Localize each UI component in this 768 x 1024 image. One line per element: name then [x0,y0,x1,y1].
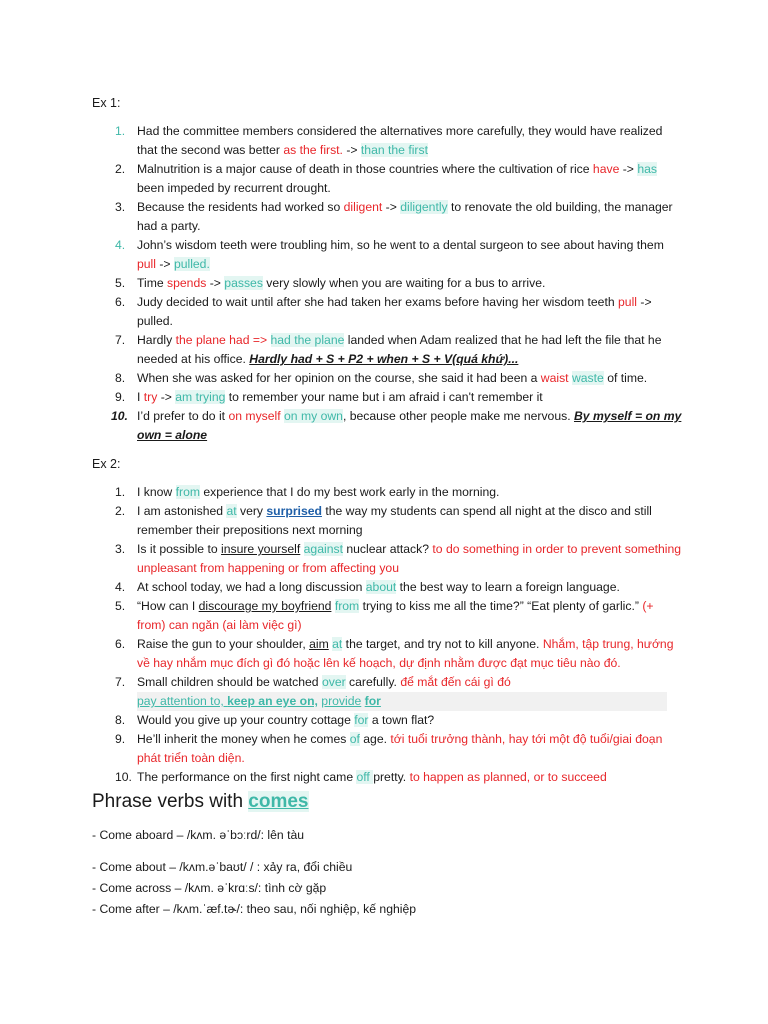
answer-text: pulled. [173,257,210,271]
answer-text: has [637,162,657,176]
synonym-line [137,692,667,711]
sentence-text: carefully. [345,675,401,689]
synonym-text: keep an eye on, [227,694,318,708]
exercise-item [92,198,682,236]
answer-text: against [303,542,343,556]
error-text: as the first. [283,143,343,157]
sentence-text: insure yourself [221,542,301,556]
sentence-text: discourage my boyfriend [198,599,332,613]
item-number: 8. [115,371,126,385]
item-number: 3. [115,542,126,556]
answer-text: had the plane [270,333,345,347]
sentence-text: to renovate the old building, the manager had a party. [137,200,673,233]
ex2-list [92,483,682,787]
sentence-text: trying to kiss me all the time?” “Eat plenty of garlic.” [359,599,643,613]
answer-text: on my own [284,409,343,423]
item-number: 1. [115,485,126,499]
exercise-item [92,122,682,160]
error-text: Nhắm, tập trung, hướng về hay nhắm mục đích gì đó hoặc lên kế hoạch, dự định nhằm được đạt mục tiêu nào đó. [137,637,674,670]
sentence-text: He’ll inherit the money when he comes [137,732,350,746]
answer-text: at [332,637,343,651]
item-number: 1. [115,124,126,138]
sentence-text: landed when Adam realized that he had left the file that he needed at his office. [137,333,662,366]
sentence-text: I’d prefer to do it [137,409,229,423]
exercise-item [92,711,682,730]
error-text: have [592,162,620,176]
item-number: 5. [115,599,126,613]
answer-text: passes [224,276,263,290]
ex2-heading: Ex 2: [92,457,121,471]
sentence-text: the way my students can spend all night at the disco and still remember their prepositions next morning [137,504,652,537]
sentence-text: The performance on the first night came [137,770,357,784]
sentence-text: By myself = on my own = alone [137,409,682,442]
sentence-text: Had the committee members considered the alternatives more carefully, they would have realized that the second was better [137,124,663,157]
sentence-text: Hardly [137,333,176,347]
sentence-text [267,333,270,347]
error-text: để mắt đến cái gì đó [400,675,511,689]
item-number: 2. [115,162,126,176]
phrase-entry: - Come across – /kʌm. əˈkrɑːs/: tình cờ gặp [92,881,327,895]
sentence-text: -> pulled. [137,295,652,328]
error-text: diligent [343,200,383,214]
sentence-text: Raise the gun to your shoulder, [137,637,310,651]
item-number: 6. [115,295,126,309]
sentence-text: -> [157,390,176,404]
exercise-item [92,597,682,635]
answer-text: am trying [175,390,226,404]
synonym-text: provide [321,694,362,708]
item-number: 9. [115,390,126,404]
sentence-text: of time. [603,371,648,385]
sentence-text: aim [309,637,329,651]
error-text: pull [137,257,156,271]
sentence-text: nuclear attack? [342,542,433,556]
exercise-item [92,578,682,597]
answer-text: of [349,732,360,746]
error-text: spends [167,276,207,290]
sentence-text: -> [155,257,174,271]
answer-text: from [175,485,200,499]
exercise-item [92,673,682,711]
exercise-item [92,236,682,274]
sentence-text: -> [382,200,401,214]
item-number: 7. [115,675,126,689]
exercise-item [92,369,682,388]
error-text: (+ from) can ngăn (ai làm việc gì) [137,599,654,632]
item-number: 2. [115,504,126,518]
sentence-text: When she was asked for her opinion on the course, she said it had been a [137,371,541,385]
synonym-text: pay attention to, [137,694,228,708]
answer-text: off [356,770,374,784]
sentence-text: “How can I [137,599,199,613]
sentence-text: -> [206,276,225,290]
exercise-item [92,331,682,369]
item-number: 9. [115,732,126,746]
answer-text: over [321,675,346,689]
sentence-text: I [137,390,144,404]
sentence-text: Time [137,276,168,290]
item-number: 8. [115,713,126,727]
sentence-text: a town flat? [368,713,435,727]
sentence-text: the target, and try not to kill anyone. [342,637,543,651]
answer-text: waste [571,371,604,385]
item-number: 10. [111,409,128,423]
exercise-item [92,274,682,293]
exercise-item [92,502,682,540]
sentence-text: Would you give up your country cottage [137,713,355,727]
item-number: 4. [115,238,126,252]
sentence-text: the best way to learn a foreign language. [396,580,620,594]
sentence-text: Small children should be watched [137,675,322,689]
sentence-text: Judy decided to wait until after she had taken her exams before having her wisdom teeth [137,295,619,309]
answer-text: for [354,713,369,727]
error-text: try [143,390,158,404]
exercise-item [92,407,682,445]
answer-text: diligently [400,200,448,214]
sentence-text: very slowly when you are waiting for a bus to arrive. [262,276,546,290]
exercise-item [92,388,682,407]
sentence-text: been impeded by recurrent drought. [137,181,331,195]
sentence-text: Because the residents had worked so [137,200,344,214]
exercise-item [92,540,682,578]
exercise-item [92,635,682,673]
phrase-title-prefix: Phrase verbs with [92,791,249,812]
exercise-item [92,160,682,198]
error-text: pull [618,295,637,309]
sentence-text: pretty. [373,770,410,784]
item-number: 6. [115,637,126,651]
phrase-entry: - Come about – /kʌm.əˈbaʊt/ / : xảy ra, đổi chiều [92,860,353,874]
sentence-text: Hardly had + S + P2 + when + S + V(quá khứ)... [249,352,519,366]
sentence-text: experience that I do my best work early in the morning. [200,485,500,499]
sentence-text: , because other people make me nervous. [342,409,574,423]
sentence-text: to remember your name but i am afraid i can't remember it [225,390,543,404]
sentence-text: I know [137,485,176,499]
sentence-text: -> [619,162,638,176]
answer-text: from [334,599,360,613]
answer-text: about [365,580,397,594]
phrase-verbs-title [92,791,309,813]
sentence-text: Is it possible to [137,542,221,556]
sentence-text: I am astonished [137,504,227,518]
ex1-heading: Ex 1: [92,96,121,110]
error-text: tới tuổi trưởng thành, hay tới một độ tuổi/giai đoạn phát triển toàn diện. [137,732,663,765]
sentence-text: Malnutrition is a major cause of death in those countries where the cultivation of rice [137,162,593,176]
error-text: to happen as planned, or to succeed [409,770,607,784]
exercise-item [92,483,682,502]
sentence-text: John’s wisdom teeth were troubling him, so he went to a dental surgeon to see about having them [137,238,664,252]
phrase-entry: - Come aboard – /kʌm. əˈbɔːrd/: lên tàu [92,828,305,842]
item-number: 10. [115,770,132,784]
sentence-text: surprised [266,504,322,518]
sentence-text: very [236,504,267,518]
error-text: on myself [228,409,281,423]
item-number: 7. [115,333,126,347]
ex1-list [92,122,682,445]
sentence-text: -> [342,143,361,157]
error-text: to do something in order to prevent something unpleasant from happening or from affecting you [137,542,682,575]
item-number: 5. [115,276,126,290]
item-number: 3. [115,200,126,214]
phrase-entry: - Come after – /kʌm.ˈæf.tɚ/: theo sau, nối nghiệp, kế nghiệp [92,902,417,916]
phrase-title-keyword: comes [248,791,309,812]
exercise-item [92,730,682,768]
synonym-text: for [364,694,381,708]
exercise-item [92,768,682,787]
error-text: waist [540,371,569,385]
sentence-text: At school today, we had a long discussion [137,580,366,594]
error-text: the plane had => [175,333,268,347]
sentence-text: age. [359,732,391,746]
answer-text: than the first [360,143,428,157]
answer-text: at [226,504,237,518]
item-number: 4. [115,580,126,594]
exercise-item [92,293,682,331]
